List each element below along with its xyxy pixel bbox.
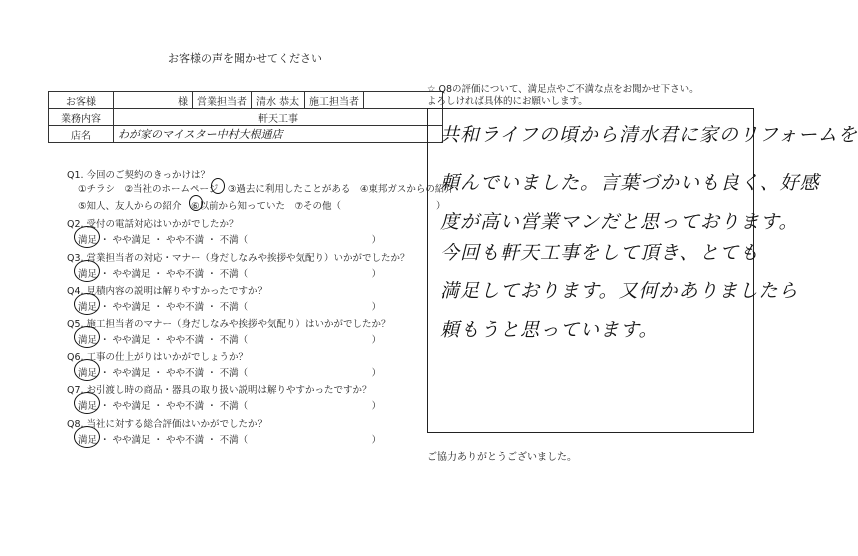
comment-instructions-line2: よろしければ具体的にお願いします。: [427, 96, 588, 107]
question-1: Q1. 今回のご契約のきっかけは？: [67, 170, 211, 181]
question-5: Q5. 施工担当者のマナー（身だしなみや挨拶や気配り）はいかがでしたか？: [67, 319, 391, 330]
q2-options: 満足 ・ やや満足 ・ やや不満 ・ 不満（ ）: [78, 235, 382, 246]
q6-mark: [74, 359, 100, 381]
question-2: Q2. 受付の電話対応はいかがでしたか？: [67, 219, 239, 230]
customer-suffix: 様: [178, 96, 188, 108]
comment-instructions-line1: ☆ Q8の評価について、満足点やご不満な点をお聞かせ下さい。: [427, 84, 699, 95]
comment-box: [427, 108, 754, 433]
q5-options: 満足 ・ やや満足 ・ やや不満 ・ 不満（ ）: [78, 335, 382, 346]
q1-mark-3: [211, 178, 225, 194]
question-3: Q3. 営業担当者の対応・マナー（身だしなみや挨拶や気配り）いかがでしたか？: [67, 253, 410, 264]
q1-options-line2: ⑤知人、友人からの紹介 ⑥以前から知っていた ⑦その他（ ）: [78, 201, 446, 212]
q2-mark: [74, 226, 100, 248]
question-8: Q8. 当社に対する総合評価はいかがでしたか？: [67, 419, 268, 430]
comment-line-3: 度が高い営業マンだと思っております。: [440, 211, 799, 233]
q8-mark: [74, 426, 100, 448]
q8-options: 満足 ・ やや満足 ・ やや不満 ・ 不満（ ）: [78, 435, 382, 446]
comment-line-1: 共和ライフの頃から清水君に家のリフォームを: [440, 124, 858, 146]
q7-mark: [74, 392, 100, 414]
sales-label: 営業担当者: [193, 92, 252, 109]
q3-options: 満足 ・ やや満足 ・ やや不満 ・ 不満（ ）: [78, 269, 382, 280]
q4-mark: [74, 293, 100, 315]
q3-mark: [74, 260, 100, 282]
customer-info-table: [48, 91, 443, 143]
q1-options-line1: ①チラシ ②当社のホームページ ③過去に利用したことがある ④東邦ガスからの紹介: [78, 184, 454, 195]
comment-line-4: 今回も軒天工事をして頂き、とても: [440, 242, 760, 264]
comment-instructions: [427, 84, 699, 108]
store-label: 店名: [49, 126, 114, 143]
customer-label: お客様: [49, 92, 114, 109]
construction-label: 施工担当者: [305, 92, 364, 109]
q7-options: 満足 ・ やや満足 ・ やや不満 ・ 不満（ ）: [78, 401, 382, 412]
question-4: Q4. 見積内容の説明は解りやすかったですか？: [67, 286, 268, 297]
q6-options: 満足 ・ やや満足 ・ やや不満 ・ 不満（ ）: [78, 368, 382, 379]
question-6: Q6. 工事の仕上がりはいかがでしょうか？: [67, 352, 249, 363]
work-label: 業務内容: [49, 109, 114, 126]
comment-line-5: 満足しております。又何かありましたら: [440, 280, 799, 302]
q1-mark-6: [189, 195, 203, 211]
work-value: 軒天工事: [114, 109, 443, 126]
question-7: Q7. お引渡し時の商品・器具の取り扱い説明は解りやすかったですか？: [67, 385, 372, 396]
thanks-message: ご協力ありがとうございました。: [427, 452, 577, 463]
customer-name-cell: [114, 92, 193, 109]
sales-name: 清水 恭太: [252, 92, 305, 109]
page-title: お客様の声を聞かせてください: [168, 52, 322, 65]
q5-mark: [74, 326, 100, 348]
comment-line-2: 頼んでいました。言葉づかいも良く、好感: [440, 172, 820, 194]
store-value: わが家のマイスター中村大根通店: [114, 126, 443, 143]
comment-line-6: 頼もうと思っています。: [440, 319, 659, 341]
q4-options: 満足 ・ やや満足 ・ やや不満 ・ 不満（ ）: [78, 302, 382, 313]
